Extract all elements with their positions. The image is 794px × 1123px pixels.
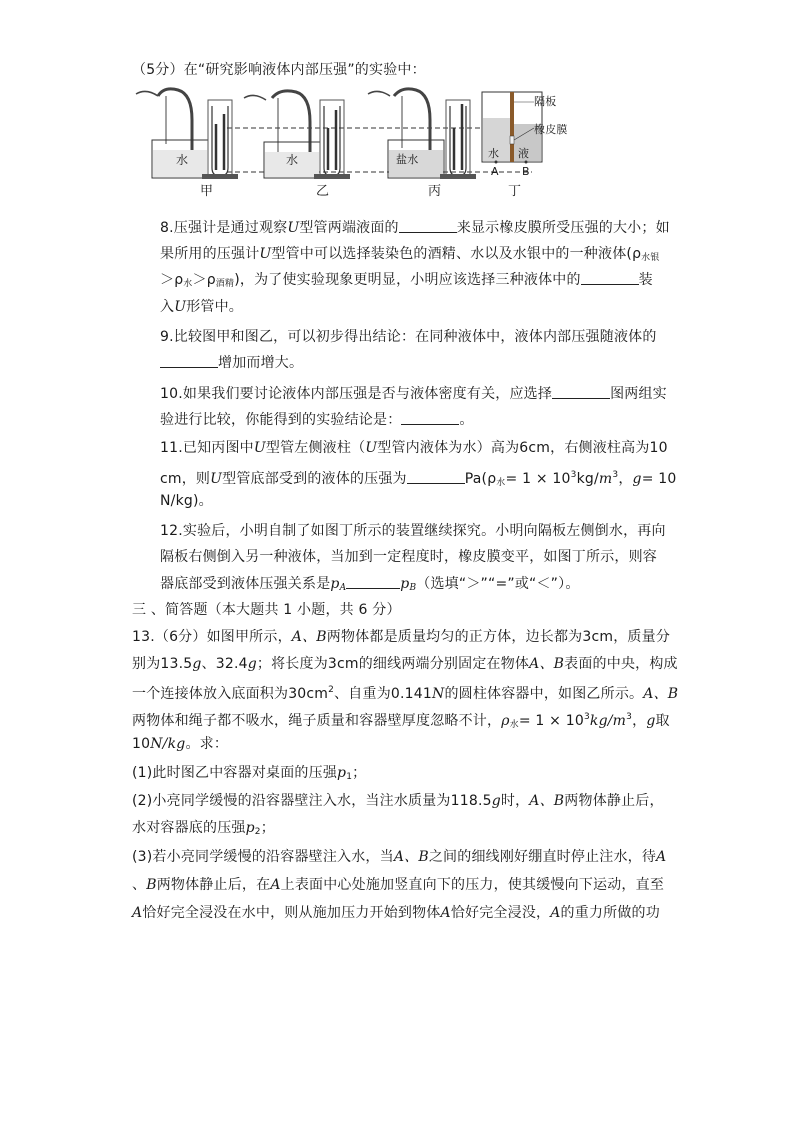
partition-label: 隔板	[534, 95, 557, 108]
q13-part1: (1)此时图乙中容器对桌面的压强$p_1$；	[132, 765, 367, 782]
beaker-label-bing: 盐水	[396, 153, 419, 166]
figure-label-yi: 乙	[316, 184, 330, 199]
section-3-heading: 三 、简答题（本大题共 1 小题，共 6 分）	[132, 602, 401, 618]
q8-blank-2[interactable]	[581, 271, 639, 285]
figure-label-ding: 丁	[508, 184, 522, 199]
tank-label-liquid: 液	[518, 147, 530, 160]
q13-line2: 别为13.5g、32.4g；将长度为3cm的细线两端分别固定在物体A、B表面的中央，构成	[132, 656, 678, 672]
q13-part2-line2: 水对容器底的压强$p_2$；	[132, 820, 275, 837]
q13-line3: 一个连接体放入底面积为$30cm^2$、自重为0.141N的圆柱体容器中，如图乙所示。A、B	[132, 685, 679, 702]
q10-line1: 10.如果我们要讨论液体内部压强是否与液体密度有关，应选择 图两组实	[160, 386, 667, 402]
tank-label-water: 水	[488, 147, 500, 160]
q10-blank-1[interactable]	[552, 385, 610, 399]
q10-blank-2[interactable]	[401, 411, 459, 425]
q13-line5: 10N/kg。求：	[132, 736, 229, 752]
point-b-label: B	[522, 165, 530, 178]
beaker-label-yi: 水	[286, 153, 299, 167]
membrane-label: 橡皮膜	[534, 123, 568, 136]
q13-part3-line1: (3)若小亮同学缓慢的沿容器壁注入水，当A、B之间的细线刚好绷直时停止注水，待A	[132, 849, 667, 865]
q13-line4: 两物体和绳子都不吸水，绳子质量和容器壁厚度忽略不计，$\rho_水= 1 \times 10^3kg/m^3$，g取	[132, 712, 670, 730]
q9-blank[interactable]	[160, 354, 218, 368]
q12-line3: 器底部受到液体压强关系是$p_A$ $p_B$（选填“＞”“=”或“＜”）。	[160, 576, 580, 593]
q9-line2: 增加而增大。	[160, 353, 303, 373]
q12-line1: 12.实验后，小明自制了如图丁所示的装置继续探究。小明向隔板左侧倒水，再向	[160, 523, 666, 539]
q8-blank-1[interactable]	[399, 219, 457, 233]
figure-label-jia: 甲	[200, 184, 214, 199]
question-intro: （5分）在“研究影响液体内部压强”的实验中：	[132, 62, 426, 78]
beaker-label-jia: 水	[176, 153, 189, 167]
q8-line3: $>\rho_水>\rho_{酒精}$)，为了使实验现象更明显，小明应该选择三种液体中的 装	[160, 272, 653, 289]
q13-part3-line2: 、B两物体静止后，在A上表面中心处施加竖直向下的压力，使其缓慢向下运动，直至	[132, 877, 665, 893]
q13-line1: 13.（6分）如图甲所示，A、B两物体都是质量均匀的正方体，边长都为3cm，质量分	[132, 629, 671, 645]
q11-blank[interactable]	[407, 470, 465, 484]
q9-line1: 9.比较图甲和图乙，可以初步得出结论：在同种液体中，液体内部压强随液体的	[160, 329, 657, 345]
q10-line2: 验进行比较，你能得到的实验结论是： 。	[160, 412, 474, 428]
q11-line1: 11.已知丙图中U型管左侧液柱（U型管内液体为水）高为6cm，右侧液柱高为10	[160, 440, 668, 456]
q13-part2-line1: (2)小亮同学缓慢的沿容器壁注入水，当注水质量为118.5g时，A、B两物体静止后，	[132, 793, 664, 809]
q11-line2: cm，则U型管底部受到的液体的压强为 $Pa(\rho_水= 1 \times 10^3kg/m^3$，g= 10	[160, 470, 677, 488]
q12-line2: 隔板右侧倒入另一种液体，当加到一定程度时，橡皮膜变平，如图丁所示，则容	[160, 549, 657, 565]
point-a-label: A	[491, 165, 499, 178]
experiment-figure	[132, 84, 652, 180]
q11-line3: N/kg)。	[160, 493, 213, 509]
q12-blank[interactable]	[346, 575, 400, 589]
q13-part3-line3: A恰好完全浸没在水中，则从施加压力开始到物体A恰好完全浸没，A的重力所做的功	[132, 905, 660, 921]
apparatus-bing	[368, 89, 476, 179]
figure-label-bing: 丙	[428, 184, 442, 199]
q8-line4: 入U形管中。	[160, 299, 244, 315]
q8-line1: 8.压强计是通过观察U型管两端液面的 来显示橡皮膜所受压强的大小；如	[160, 220, 670, 236]
q8-line2: 果所用的压强计U型管中可以选择装染色的酒精、水以及水银中的一种液体($\rho_{水银}$	[160, 246, 660, 263]
